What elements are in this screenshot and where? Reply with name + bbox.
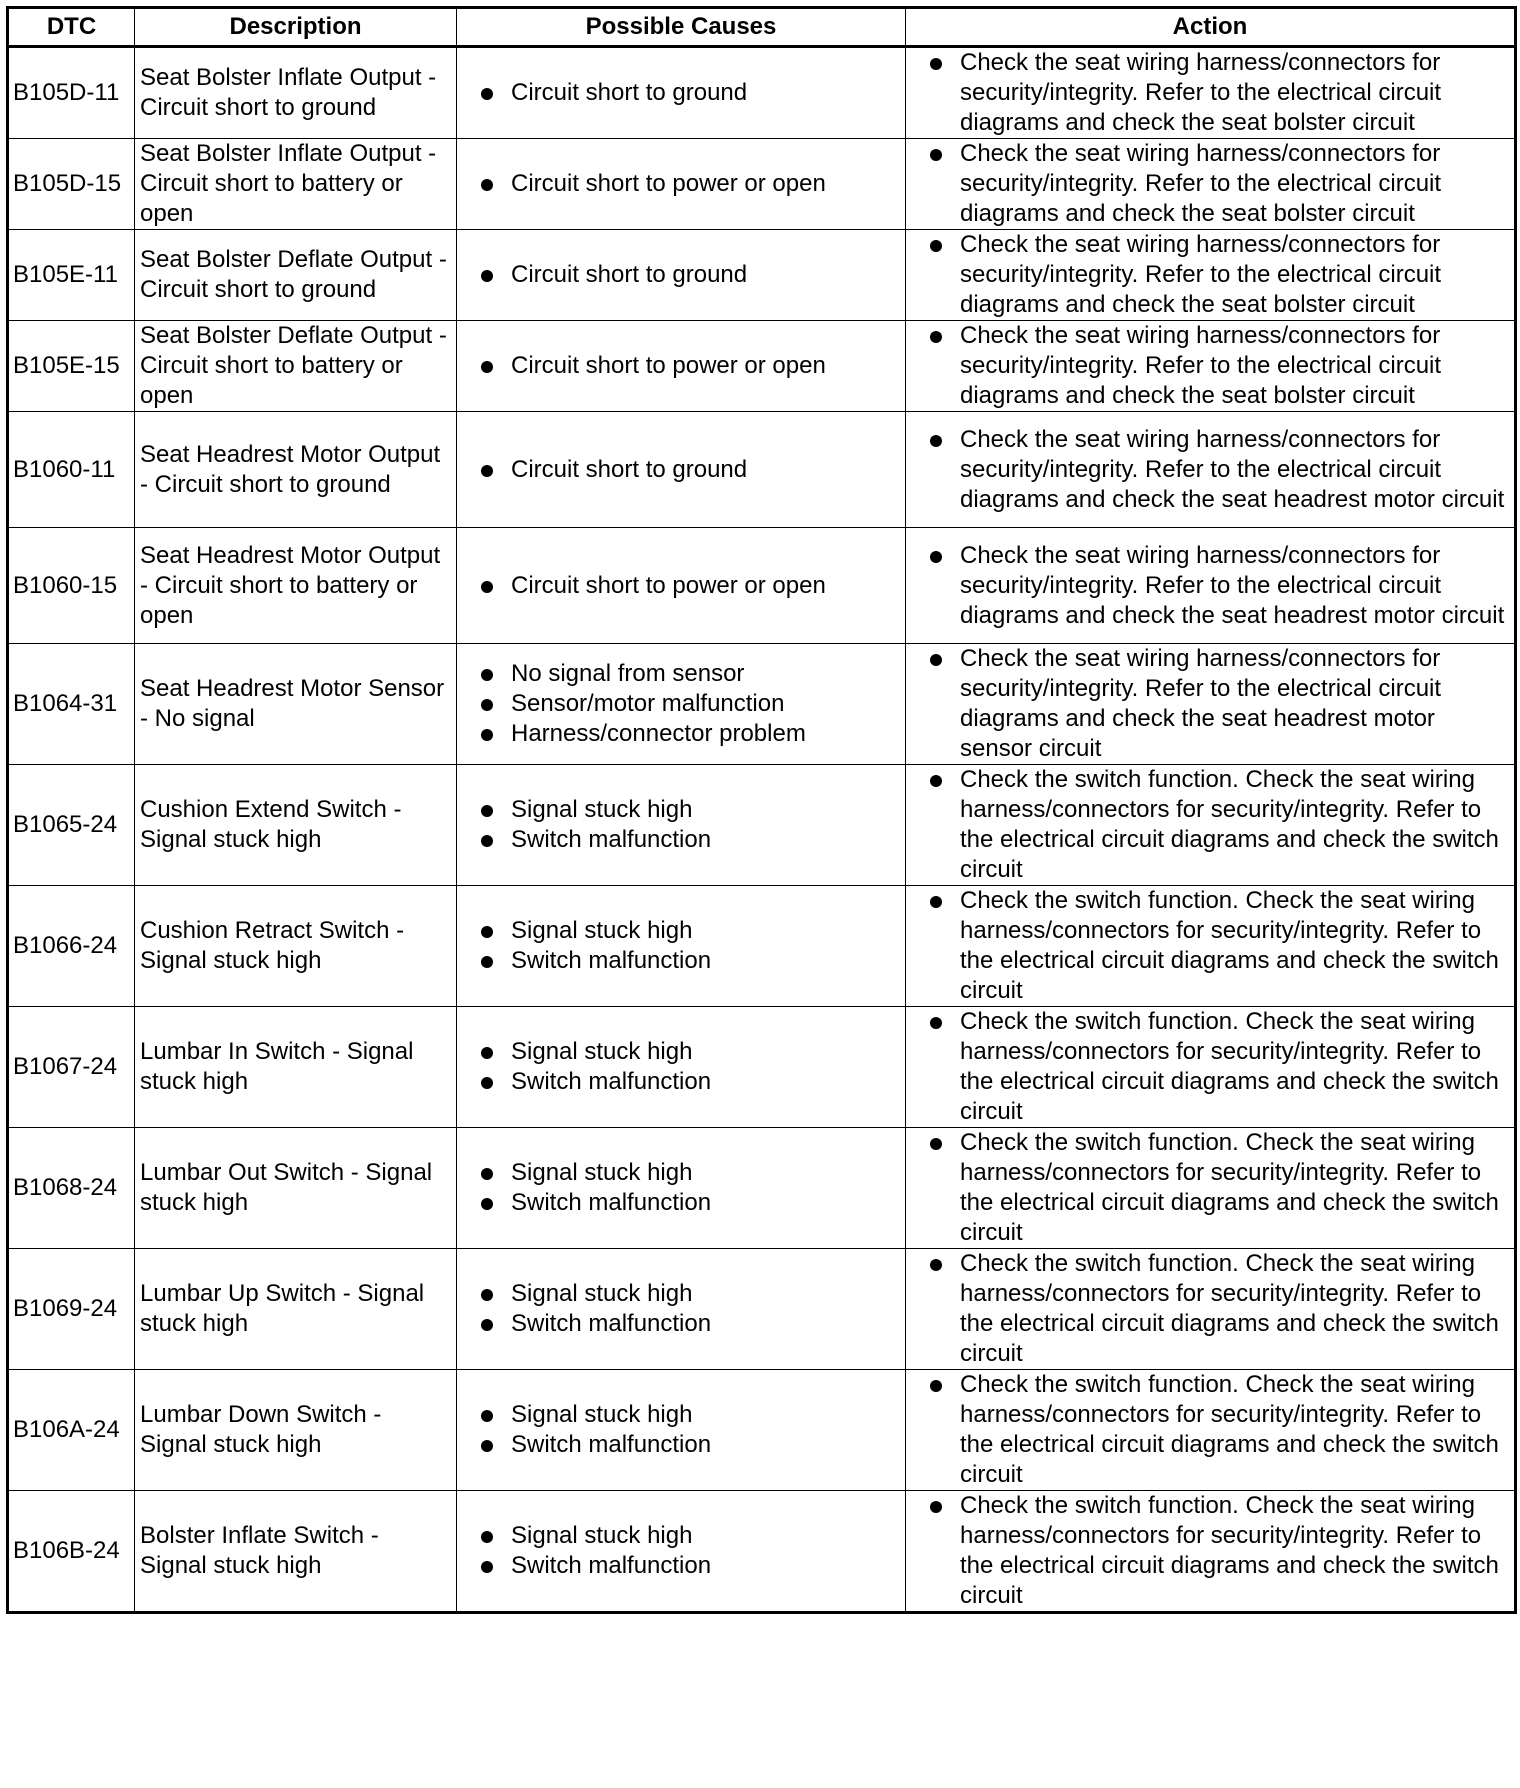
action-item: Check the switch function. Check the seat wiring harness/connectors for security/integrity. Refer to the electrical circuit diagrams and check the switch circuit (928, 1128, 1506, 1248)
action-list (928, 1128, 1506, 1248)
dtc-code: B106B-24 (8, 1491, 135, 1613)
table-row (8, 886, 1516, 1007)
table-header-row (8, 8, 1516, 47)
action-item: Check the seat wiring harness/connectors for security/integrity. Refer to the electrical circuit diagrams and check the seat headrest motor sensor circuit (928, 644, 1506, 764)
dtc-code: B1060-15 (8, 528, 135, 644)
possible-cause-item: Sensor/motor malfunction (479, 689, 897, 719)
action-list (928, 1370, 1506, 1490)
possible-causes-cell (457, 1370, 906, 1491)
action-cell (906, 765, 1516, 886)
table-row (8, 321, 1516, 412)
action-item: Check the switch function. Check the seat wiring harness/connectors for security/integrity. Refer to the electrical circuit diagrams and check the switch circuit (928, 1491, 1506, 1611)
possible-causes-cell (457, 1249, 906, 1370)
dtc-table (6, 6, 1517, 1614)
possible-cause-item: Circuit short to ground (479, 260, 897, 290)
header-action: Action (906, 8, 1516, 47)
table-row (8, 230, 1516, 321)
table-row (8, 1007, 1516, 1128)
possible-cause-item: Switch malfunction (479, 1309, 897, 1339)
possible-cause-item: Signal stuck high (479, 1158, 897, 1188)
action-list (928, 321, 1506, 411)
table-row (8, 1491, 1516, 1613)
action-cell (906, 1491, 1516, 1613)
possible-causes-cell (457, 1007, 906, 1128)
possible-causes-list (479, 571, 897, 601)
dtc-description: Lumbar Up Switch - Signal stuck high (135, 1249, 457, 1370)
action-item: Check the seat wiring harness/connectors for security/integrity. Refer to the electrical circuit diagrams and check the seat bolster circuit (928, 48, 1506, 138)
action-cell (906, 47, 1516, 139)
dtc-description: Cushion Retract Switch - Signal stuck high (135, 886, 457, 1007)
action-item: Check the switch function. Check the seat wiring harness/connectors for security/integrity. Refer to the electrical circuit diagrams and check the switch circuit (928, 886, 1506, 1006)
action-list (928, 1249, 1506, 1369)
action-cell (906, 886, 1516, 1007)
possible-cause-item: No signal from sensor (479, 659, 897, 689)
dtc-description: Cushion Extend Switch - Signal stuck high (135, 765, 457, 886)
possible-cause-item: Signal stuck high (479, 795, 897, 825)
dtc-code: B1064-31 (8, 644, 135, 765)
table-row (8, 412, 1516, 528)
action-list (928, 541, 1506, 631)
action-item: Check the switch function. Check the seat wiring harness/connectors for security/integrity. Refer to the electrical circuit diagrams and check the switch circuit (928, 1370, 1506, 1490)
dtc-code: B1060-11 (8, 412, 135, 528)
possible-causes-list (479, 455, 897, 485)
action-list (928, 1491, 1506, 1611)
dtc-description: Lumbar Out Switch - Signal stuck high (135, 1128, 457, 1249)
action-list (928, 1007, 1506, 1127)
possible-cause-item: Signal stuck high (479, 1279, 897, 1309)
dtc-code: B1066-24 (8, 886, 135, 1007)
dtc-code: B105E-15 (8, 321, 135, 412)
action-item: Check the seat wiring harness/connectors for security/integrity. Refer to the electrical circuit diagrams and check the seat bolster circuit (928, 321, 1506, 411)
dtc-code: B1065-24 (8, 765, 135, 886)
possible-cause-item: Signal stuck high (479, 1037, 897, 1067)
possible-cause-item: Switch malfunction (479, 825, 897, 855)
action-list (928, 425, 1506, 515)
action-cell (906, 139, 1516, 230)
table-row (8, 47, 1516, 139)
possible-causes-list (479, 1521, 897, 1581)
dtc-description: Seat Bolster Deflate Output - Circuit short to battery or open (135, 321, 457, 412)
dtc-code: B105D-15 (8, 139, 135, 230)
possible-cause-item: Switch malfunction (479, 1551, 897, 1581)
dtc-description: Seat Headrest Motor Sensor - No signal (135, 644, 457, 765)
possible-causes-list (479, 169, 897, 199)
possible-cause-item: Circuit short to ground (479, 78, 897, 108)
dtc-code: B1067-24 (8, 1007, 135, 1128)
possible-causes-cell (457, 765, 906, 886)
action-item: Check the switch function. Check the seat wiring harness/connectors for security/integrity. Refer to the electrical circuit diagrams and check the switch circuit (928, 765, 1506, 885)
possible-cause-item: Switch malfunction (479, 1188, 897, 1218)
header-possible-causes: Possible Causes (457, 8, 906, 47)
dtc-description: Seat Bolster Inflate Output - Circuit short to ground (135, 47, 457, 139)
possible-causes-list (479, 1158, 897, 1218)
possible-causes-cell (457, 886, 906, 1007)
action-item: Check the seat wiring harness/connectors for security/integrity. Refer to the electrical circuit diagrams and check the seat headrest motor circuit (928, 425, 1506, 515)
table-row (8, 765, 1516, 886)
possible-cause-item: Signal stuck high (479, 1400, 897, 1430)
action-cell (906, 1249, 1516, 1370)
action-item: Check the seat wiring harness/connectors for security/integrity. Refer to the electrical circuit diagrams and check the seat headrest motor circuit (928, 541, 1506, 631)
action-list (928, 886, 1506, 1006)
table-body (8, 47, 1516, 1613)
possible-causes-list (479, 795, 897, 855)
possible-causes-cell (457, 230, 906, 321)
header-description: Description (135, 8, 457, 47)
possible-causes-list (479, 1037, 897, 1097)
dtc-code: B1068-24 (8, 1128, 135, 1249)
dtc-description: Bolster Inflate Switch - Signal stuck high (135, 1491, 457, 1613)
action-item: Check the seat wiring harness/connectors for security/integrity. Refer to the electrical circuit diagrams and check the seat bolster circuit (928, 230, 1506, 320)
table-row (8, 139, 1516, 230)
possible-causes-list (479, 260, 897, 290)
possible-causes-cell (457, 412, 906, 528)
dtc-description: Lumbar In Switch - Signal stuck high (135, 1007, 457, 1128)
possible-cause-item: Harness/connector problem (479, 719, 897, 749)
table-row (8, 528, 1516, 644)
possible-causes-cell (457, 1491, 906, 1613)
possible-causes-cell (457, 644, 906, 765)
possible-causes-cell (457, 528, 906, 644)
dtc-code: B1069-24 (8, 1249, 135, 1370)
action-cell (906, 528, 1516, 644)
dtc-description: Seat Bolster Deflate Output - Circuit short to ground (135, 230, 457, 321)
action-cell (906, 1370, 1516, 1491)
possible-causes-list (479, 659, 897, 749)
table-row (8, 1249, 1516, 1370)
dtc-description: Seat Bolster Inflate Output - Circuit short to battery or open (135, 139, 457, 230)
table-row (8, 644, 1516, 765)
dtc-description: Lumbar Down Switch - Signal stuck high (135, 1370, 457, 1491)
table-row (8, 1370, 1516, 1491)
action-cell (906, 321, 1516, 412)
dtc-code: B105E-11 (8, 230, 135, 321)
dtc-description: Seat Headrest Motor Output - Circuit short to ground (135, 412, 457, 528)
possible-causes-list (479, 916, 897, 976)
action-item: Check the switch function. Check the seat wiring harness/connectors for security/integrity. Refer to the electrical circuit diagrams and check the switch circuit (928, 1007, 1506, 1127)
dtc-code: B106A-24 (8, 1370, 135, 1491)
action-cell (906, 230, 1516, 321)
possible-cause-item: Circuit short to ground (479, 455, 897, 485)
action-list (928, 765, 1506, 885)
possible-cause-item: Switch malfunction (479, 946, 897, 976)
possible-causes-list (479, 1279, 897, 1339)
action-list (928, 644, 1506, 764)
action-item: Check the seat wiring harness/connectors for security/integrity. Refer to the electrical circuit diagrams and check the seat bolster circuit (928, 139, 1506, 229)
possible-causes-list (479, 351, 897, 381)
possible-cause-item: Circuit short to power or open (479, 169, 897, 199)
dtc-table-container (6, 6, 1517, 1614)
possible-causes-list (479, 1400, 897, 1460)
possible-causes-list (479, 78, 897, 108)
header-dtc: DTC (8, 8, 135, 47)
possible-cause-item: Signal stuck high (479, 1521, 897, 1551)
action-list (928, 230, 1506, 320)
possible-causes-cell (457, 47, 906, 139)
action-cell (906, 1007, 1516, 1128)
action-cell (906, 1128, 1516, 1249)
action-cell (906, 644, 1516, 765)
action-item: Check the switch function. Check the seat wiring harness/connectors for security/integrity. Refer to the electrical circuit diagrams and check the switch circuit (928, 1249, 1506, 1369)
dtc-code: B105D-11 (8, 47, 135, 139)
possible-cause-item: Circuit short to power or open (479, 351, 897, 381)
possible-causes-cell (457, 1128, 906, 1249)
table-row (8, 1128, 1516, 1249)
possible-causes-cell (457, 139, 906, 230)
action-cell (906, 412, 1516, 528)
possible-causes-cell (457, 321, 906, 412)
possible-cause-item: Signal stuck high (479, 916, 897, 946)
action-list (928, 48, 1506, 138)
possible-cause-item: Switch malfunction (479, 1067, 897, 1097)
dtc-description: Seat Headrest Motor Output - Circuit short to battery or open (135, 528, 457, 644)
possible-cause-item: Switch malfunction (479, 1430, 897, 1460)
action-list (928, 139, 1506, 229)
possible-cause-item: Circuit short to power or open (479, 571, 897, 601)
